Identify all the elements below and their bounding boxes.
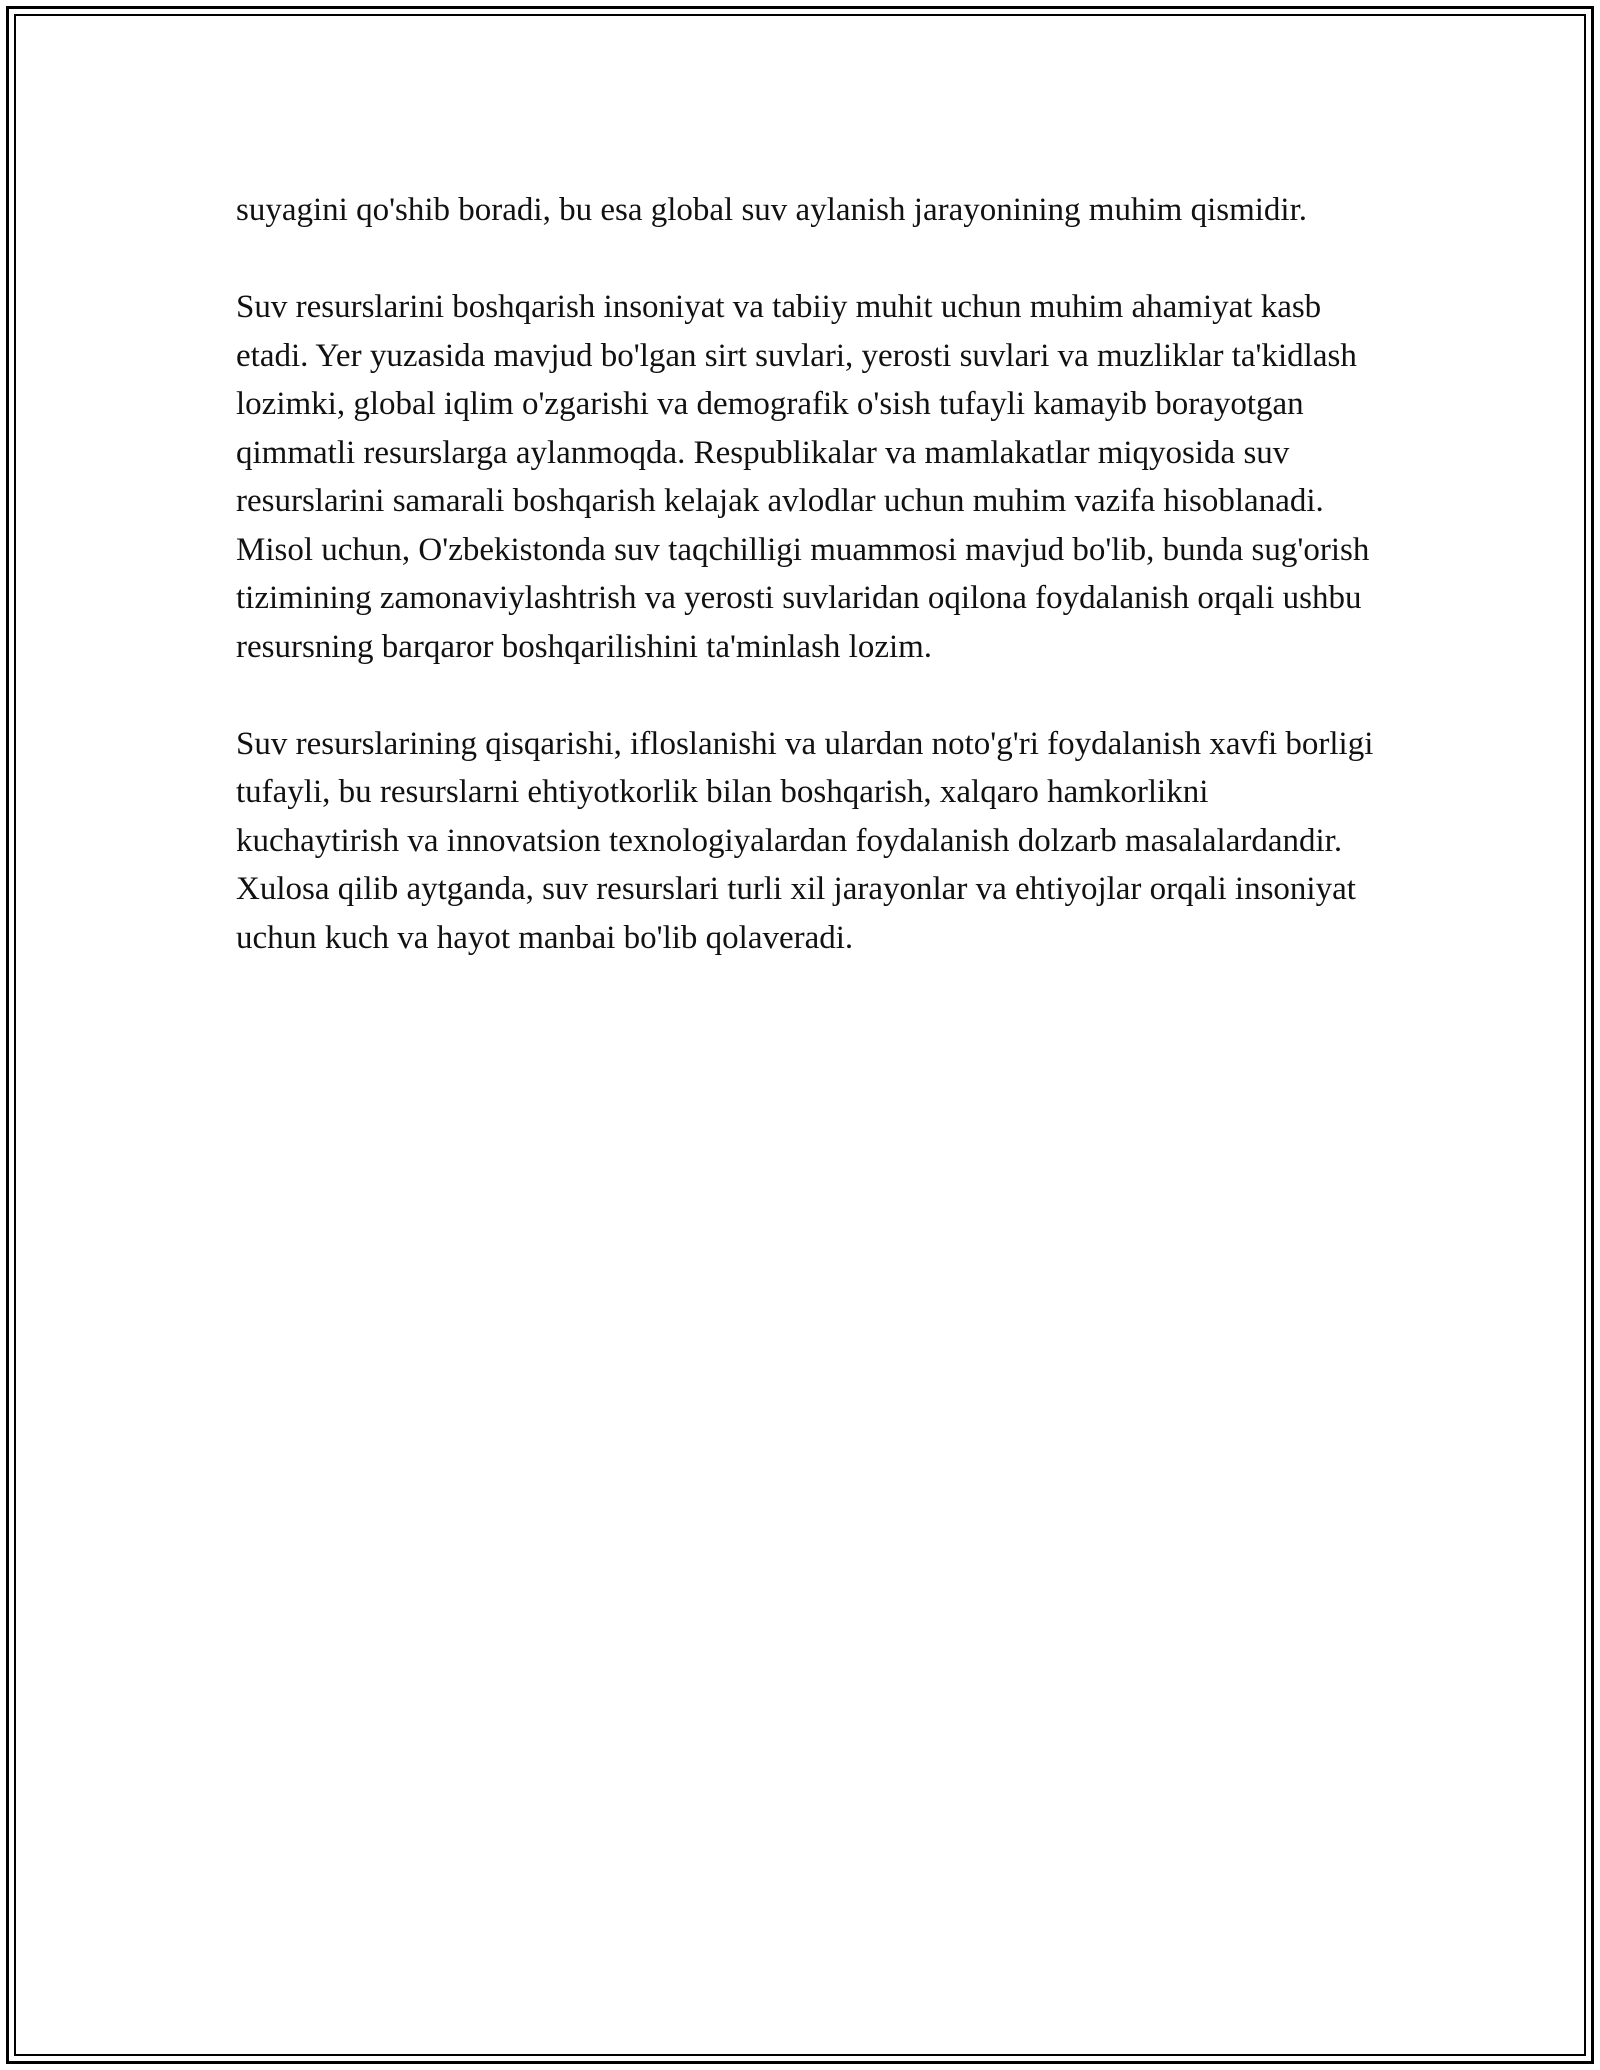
document-body (236, 186, 1376, 1011)
paragraph-3: Suv resurslarining qisqarishi, ifloslanishi va ulardan noto'g'ri foydalanish xavfi borligi tufayli, bu resurslarni ehtiyotkorlik bilan boshqarish, xalqaro hamkorlikni kuchaytirish va innovatsion texnologiyalardan foydalanish dolzarb masalalardandir. Xulosa qilib aytganda, suv resurslari turli xil jarayonlar va ehtiyojlar orqali insoniyat uchun kuch va hayot manbai bo'lib qolaveradi. (236, 725, 1374, 956)
paragraph-2: Suv resurslarini boshqarish insoniyat va tabiiy muhit uchun muhim ahamiyat kasb etadi. Yer yuzasida mavjud bo'lgan sirt suvlari, yerosti suvlari va muzliklar ta'kidlash lozimki, global iqlim o'zgarishi va demografik o'sish tufayli kamayib borayotgan qimmatli resurslarga aylanmoqda. Respublikalar va mamlakatlar miqyosida suv resurslarini samarali boshqarish kelajak avlodlar uchun muhim vazifa hisoblanadi. Misol uchun, O'zbekistonda suv taqchilligi muammosi mavjud bo'lib, bunda sug'orish tizimining zamonaviylashtrish va yerosti suvlaridan oqilona foydalanish orqali ushbu resursning barqaror boshqarilishini ta'minlash lozim. (236, 289, 1370, 665)
paragraph-1: suyagini qo'shib boradi, bu esa global suv aylanish jarayonining muhim qismidir. (236, 192, 1308, 228)
